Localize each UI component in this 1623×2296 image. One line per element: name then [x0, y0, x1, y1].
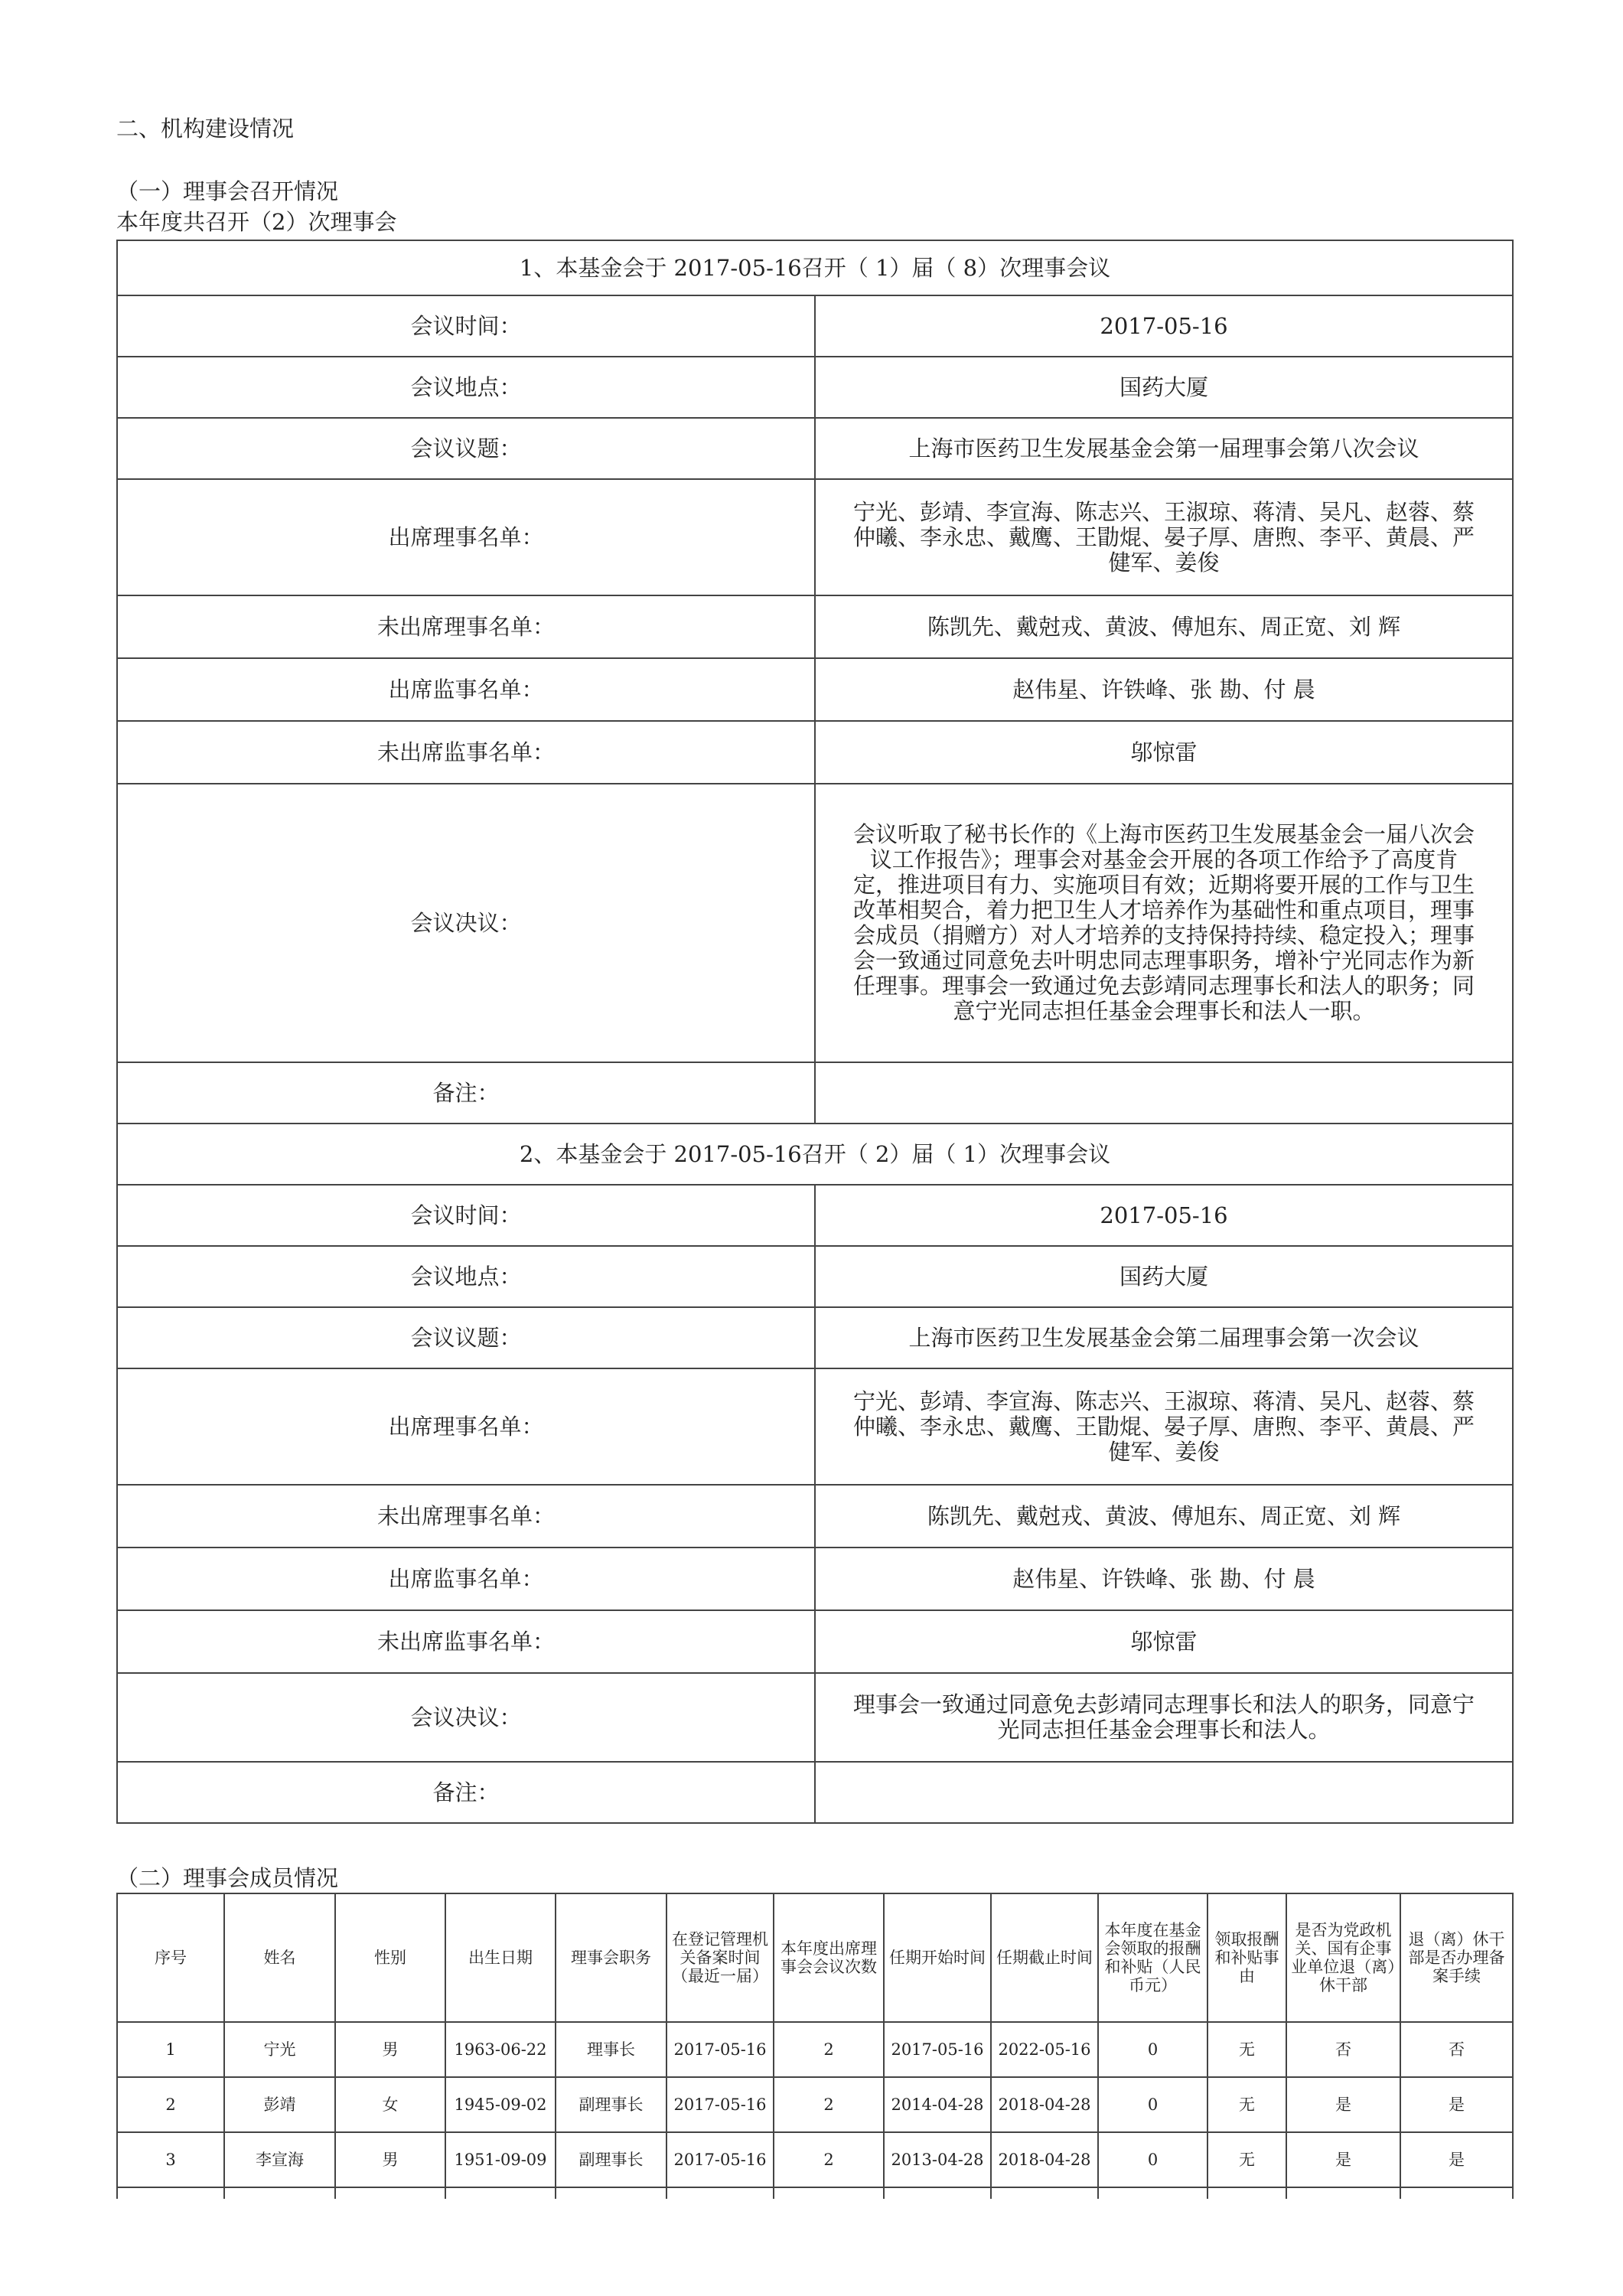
meeting-field-row	[117, 1246, 1513, 1307]
meeting-field-label: 会议时间：	[117, 1185, 815, 1246]
meeting-field-row	[117, 418, 1513, 479]
meeting-field-row	[117, 1368, 1513, 1485]
table-cell: 2013-04-28	[884, 2132, 991, 2187]
meeting-field-label: 会议时间：	[117, 295, 815, 357]
members-column-header: 任期截止时间	[991, 1893, 1098, 2022]
meeting-field-value: 理事会一致通过同意免去彭靖同志理事长和法人的职务，同意宁光同志担任基金会理事长和法人。	[815, 1673, 1513, 1762]
table-cell: 无	[1207, 2022, 1286, 2077]
meeting-field-label: 未出席理事名单：	[117, 1485, 815, 1548]
table-cell: 1945-09-02	[445, 2077, 556, 2132]
meeting-field-value: 邬惊雷	[815, 721, 1513, 784]
meeting-field-row	[117, 479, 1513, 595]
meeting-field-value: 赵伟星、许铁峰、张 勘、付 晨	[815, 1548, 1513, 1610]
table-row-continued	[117, 2187, 1513, 2199]
meeting-field-value: 国药大厦	[815, 1246, 1513, 1307]
members-column-header: 性别	[335, 1893, 445, 2022]
table-cell: 2017-05-16	[666, 2077, 774, 2132]
table-cell: 1951-09-09	[445, 2132, 556, 2187]
meeting-field-value	[815, 1062, 1513, 1124]
meeting-field-value: 陈凯先、戴尅戎、黄波、傅旭东、周正宽、刘 辉	[815, 595, 1513, 658]
meeting-field-row	[117, 721, 1513, 784]
table-cell: 2017-05-16	[666, 2132, 774, 2187]
table-cell: 1	[117, 2022, 224, 2077]
meeting-field-row	[117, 1762, 1513, 1823]
table-cell: 2018-04-28	[991, 2132, 1098, 2187]
meeting-field-row	[117, 1062, 1513, 1124]
table-cell: 是	[1286, 2077, 1400, 2132]
table-row	[117, 2132, 1513, 2187]
meeting-field-value: 会议听取了秘书长作的《上海市医药卫生发展基金会一届八次会议工作报告》；理事会对基金会开展的各项工作给予了高度肯定，推进项目有力、实施项目有效；近期将要开展的工作与卫生改革相契合，着力把卫生人才培养作为基础性和重点项目，理事会成员（捐赠方）对人才培养的支持保持持续、稳定投入；理事会一致通过同意免去叶明忠同志理事职务，增补宁光同志作为新任理事。理事会一致通过免去彭靖同志理事长和法人的职务；同意宁光同志担任基金会理事长和法人一职。	[815, 784, 1513, 1062]
table-cell: 1963-06-22	[445, 2022, 556, 2077]
meeting-field-row	[117, 1485, 1513, 1548]
meeting-field-row	[117, 595, 1513, 658]
table-cell: 2022-05-16	[991, 2022, 1098, 2077]
members-column-header: 序号	[117, 1893, 224, 2022]
members-column-header: 本年度在基金会领取的报酬和补贴（人民币元）	[1098, 1893, 1207, 2022]
meeting-field-value: 2017-05-16	[815, 1185, 1513, 1246]
meeting-field-label: 会议地点：	[117, 1246, 815, 1307]
meeting-field-label: 出席理事名单：	[117, 479, 815, 595]
subsection-title-meetings: （一）理事会召开情况	[116, 178, 339, 204]
meeting-field-row	[117, 357, 1513, 418]
meeting-field-row	[117, 1548, 1513, 1610]
table-cell: 否	[1400, 2022, 1513, 2077]
meeting-field-value: 赵伟星、许铁峰、张 勘、付 晨	[815, 658, 1513, 721]
members-column-header: 出生日期	[445, 1893, 556, 2022]
meeting-field-row	[117, 1673, 1513, 1762]
table-cell: 2018-04-28	[991, 2077, 1098, 2132]
meeting-field-value: 邬惊雷	[815, 1610, 1513, 1673]
meeting-heading: 1、本基金会于 2017-05-16召开（ 1）届（ 8）次理事会议	[117, 240, 1513, 295]
meeting-field-label: 会议议题：	[117, 1307, 815, 1368]
table-cell: 0	[1098, 2077, 1207, 2132]
members-column-header: 理事会职务	[556, 1893, 666, 2022]
table-cell: 2014-04-28	[884, 2077, 991, 2132]
meeting-field-value: 上海市医药卫生发展基金会第一届理事会第八次会议	[815, 418, 1513, 479]
meeting-heading-row	[117, 1124, 1513, 1185]
table-cell: 李宣海	[224, 2132, 335, 2187]
table-cell: 2	[774, 2077, 884, 2132]
meeting-field-row	[117, 295, 1513, 357]
meeting-count-line: 本年度共召开（2）次理事会	[116, 209, 397, 235]
table-cell: 是	[1400, 2132, 1513, 2187]
members-table	[116, 1893, 1514, 2199]
table-cell: 0	[1098, 2022, 1207, 2077]
meeting-field-label: 出席监事名单：	[117, 1548, 815, 1610]
meeting-field-label: 会议地点：	[117, 357, 815, 418]
meeting-field-row	[117, 1185, 1513, 1246]
meeting-heading-row	[117, 240, 1513, 295]
table-cell: 2017-05-16	[884, 2022, 991, 2077]
meeting-field-row	[117, 1610, 1513, 1673]
members-column-header: 任期开始时间	[884, 1893, 991, 2022]
table-cell: 宁光	[224, 2022, 335, 2077]
table-cell: 是	[1286, 2132, 1400, 2187]
meeting-field-row	[117, 658, 1513, 721]
table-cell: 2017-05-16	[666, 2022, 774, 2077]
meeting-field-row	[117, 784, 1513, 1062]
meeting-field-value: 宁光、彭靖、李宣海、陈志兴、王淑琼、蒋清、吴凡、赵蓉、蔡仲曦、李永忠、戴鹰、王勖焜、晏子厚、唐煦、李平、黄晨、严健军、姜俊	[815, 1368, 1513, 1485]
table-cell: 女	[335, 2077, 445, 2132]
meeting-field-label: 会议决议：	[117, 1673, 815, 1762]
table-cell: 2	[117, 2077, 224, 2132]
members-column-header: 本年度出席理事会会议次数	[774, 1893, 884, 2022]
meeting-field-label: 未出席监事名单：	[117, 1610, 815, 1673]
table-cell: 3	[117, 2132, 224, 2187]
table-cell: 理事长	[556, 2022, 666, 2077]
meeting-field-value: 国药大厦	[815, 357, 1513, 418]
table-cell: 彭靖	[224, 2077, 335, 2132]
members-column-header: 是否为党政机关、国有企事业单位退（离）休干部	[1286, 1893, 1400, 2022]
meeting-field-label: 会议议题：	[117, 418, 815, 479]
meeting-field-label: 出席监事名单：	[117, 658, 815, 721]
meeting-field-value: 2017-05-16	[815, 295, 1513, 357]
members-column-header: 退（离）休干部是否办理备案手续	[1400, 1893, 1513, 2022]
meeting-field-label: 备注：	[117, 1762, 815, 1823]
meeting-field-value: 上海市医药卫生发展基金会第二届理事会第一次会议	[815, 1307, 1513, 1368]
meetings-table	[116, 240, 1514, 1824]
table-row	[117, 2077, 1513, 2132]
meeting-field-label: 未出席监事名单：	[117, 721, 815, 784]
table-cell: 是	[1400, 2077, 1513, 2132]
subsection-title-members: （二）理事会成员情况	[116, 1865, 339, 1891]
members-column-header: 领取报酬和补贴事由	[1207, 1893, 1286, 2022]
meeting-field-value: 宁光、彭靖、李宣海、陈志兴、王淑琼、蒋清、吴凡、赵蓉、蔡仲曦、李永忠、戴鹰、王勖焜、晏子厚、唐煦、李平、黄晨、严健军、姜俊	[815, 479, 1513, 595]
meeting-heading: 2、本基金会于 2017-05-16召开（ 2）届（ 1）次理事会议	[117, 1124, 1513, 1185]
table-cell: 2	[774, 2022, 884, 2077]
table-cell: 男	[335, 2022, 445, 2077]
members-column-header: 姓名	[224, 1893, 335, 2022]
table-cell: 副理事长	[556, 2132, 666, 2187]
table-cell: 无	[1207, 2077, 1286, 2132]
meeting-field-label: 会议决议：	[117, 784, 815, 1062]
table-row	[117, 2022, 1513, 2077]
meeting-field-label: 未出席理事名单：	[117, 595, 815, 658]
table-cell: 2	[774, 2132, 884, 2187]
table-cell: 否	[1286, 2022, 1400, 2077]
section-title: 二、机构建设情况	[116, 116, 295, 142]
meeting-field-value: 陈凯先、戴尅戎、黄波、傅旭东、周正宽、刘 辉	[815, 1485, 1513, 1548]
members-column-header: 在登记管理机关备案时间（最近一届）	[666, 1893, 774, 2022]
table-cell: 副理事长	[556, 2077, 666, 2132]
table-cell: 无	[1207, 2132, 1286, 2187]
meeting-field-label: 备注：	[117, 1062, 815, 1124]
table-cell: 男	[335, 2132, 445, 2187]
table-cell: 0	[1098, 2132, 1207, 2187]
meeting-field-value	[815, 1762, 1513, 1823]
meeting-field-label: 出席理事名单：	[117, 1368, 815, 1485]
meeting-field-row	[117, 1307, 1513, 1368]
